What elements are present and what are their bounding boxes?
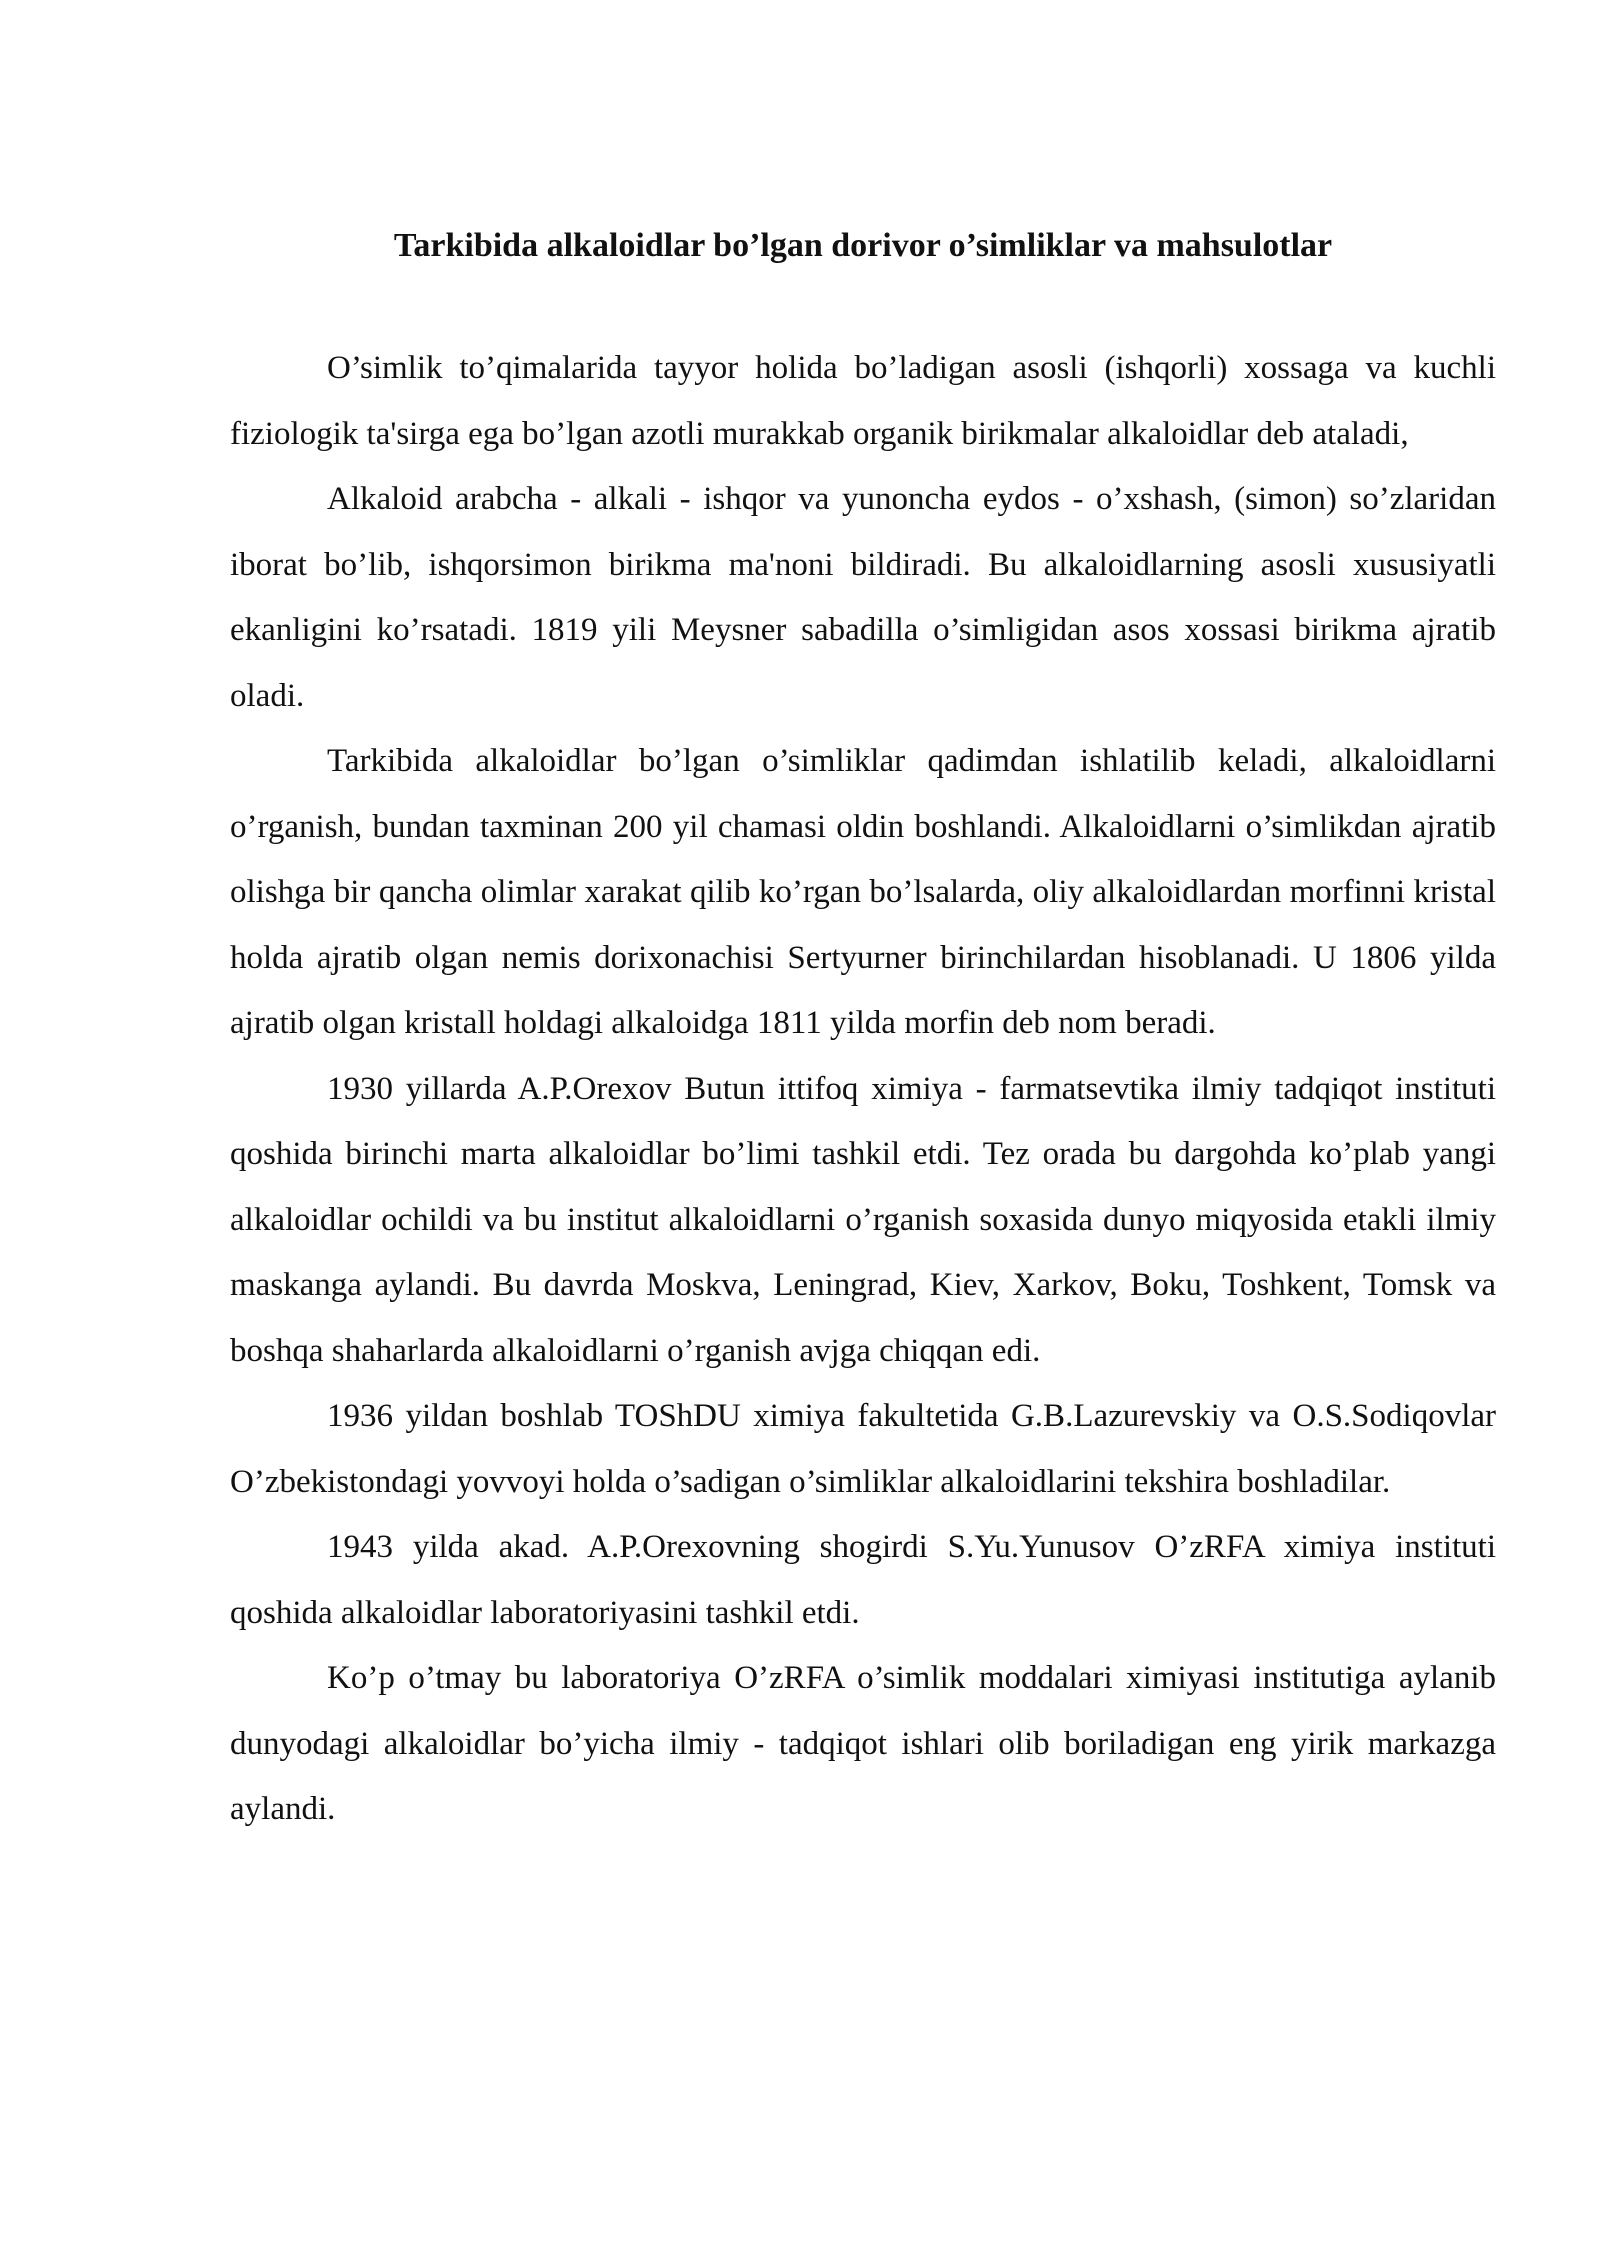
paragraph-etymology: Alkaloid arabcha - alkali - ishqor va yunoncha eydos - o’xshash, (simon) so’zlaridan iborat bo’lib, ishqorsimon birikma ma'noni bildiradi. Bu alkaloidlarning asosli xususiyatli ekanligini ko’rsatadi. 1819 yili Meysner sabadilla o’simligidan asos xossasi birikma ajratib oladi. bbox=[230, 481, 1496, 714]
paragraph-orexov-institute: 1930 yillarda A.P.Orexov Butun ittifoq ximiya - farmatsevtika ilmiy tadqiqot instituti qoshida birinchi marta alkaloidlar bo’limi tashkil etdi. Tez orada bu dargohda ko’plab yangi alkaloidlar ochildi va bu institut alkaloidlarni o’rganish soxasida dunyo miqyosida etakli ilmiy maskanga aylandi. Bu davrda Moskva, Leningrad, Kiev, Xarkov, Boku, Toshkent, Tomsk va boshqa shaharlarda alkaloidlarni o’rganish avjga chiqqan edi. bbox=[230, 1070, 1496, 1369]
paragraph-toshdu-research: 1936 yildan boshlab TOShDU ximiya fakultetida G.B.Lazurevskiy va O.S.Sodiqovlar O’zbekistondagi yovvoyi holda o’sadigan o’simliklar alkaloidlarini tekshira boshladilar. bbox=[230, 1398, 1496, 1500]
paragraph-history: Tarkibida alkaloidlar bo’lgan o’simliklar qadimdan ishlatilib keladi, alkaloidlarni o’rganish, bundan taxminan 200 yil chamasi oldin boshlandi. Alkaloidlarni o’simlikdan ajratib olishga bir qancha olimlar xarakat qilib ko’rgan bo’lsalarda, oliy alkaloidlardan morfinni kristal holda ajratib olgan nemis dorixonachisi Sertyurner birinchilardan hisoblanadi. U 1806 yilda ajratib olgan kristall holdagi alkaloidga 1811 yilda morfin deb nom beradi. bbox=[230, 743, 1496, 1041]
document-title: Tarkibida alkaloidlar bo’lgan dorivor o’simliklar va mahsulotlar bbox=[393, 227, 1333, 264]
paragraph-yunusov-laboratory: 1943 yilda akad. A.P.Orexovning shogirdi S.Yu.Yunusov O’zRFA ximiya instituti qoshida alkaloidlar laboratoriyasini tashkil etdi. bbox=[230, 1529, 1496, 1631]
document-body bbox=[230, 222, 1496, 1843]
paragraph-institute-center: Ko’p o’tmay bu laboratoriya O’zRFA o’simlik moddalari ximiyasi institutiga aylanib dunyodagi alkaloidlar bo’yicha ilmiy - tadqiqot ishlari olib boriladigan eng yirik markazga aylandi. bbox=[230, 1660, 1496, 1827]
paragraph-alkaloid-definition: O’simlik to’qimalarida tayyor holida bo’ladigan asosli (ishqorli) xossaga va kuchli fiziologik ta'sirga ega bo’lgan azotli murakkab organik birikmalar alkaloidlar deb ataladi, bbox=[230, 350, 1496, 452]
